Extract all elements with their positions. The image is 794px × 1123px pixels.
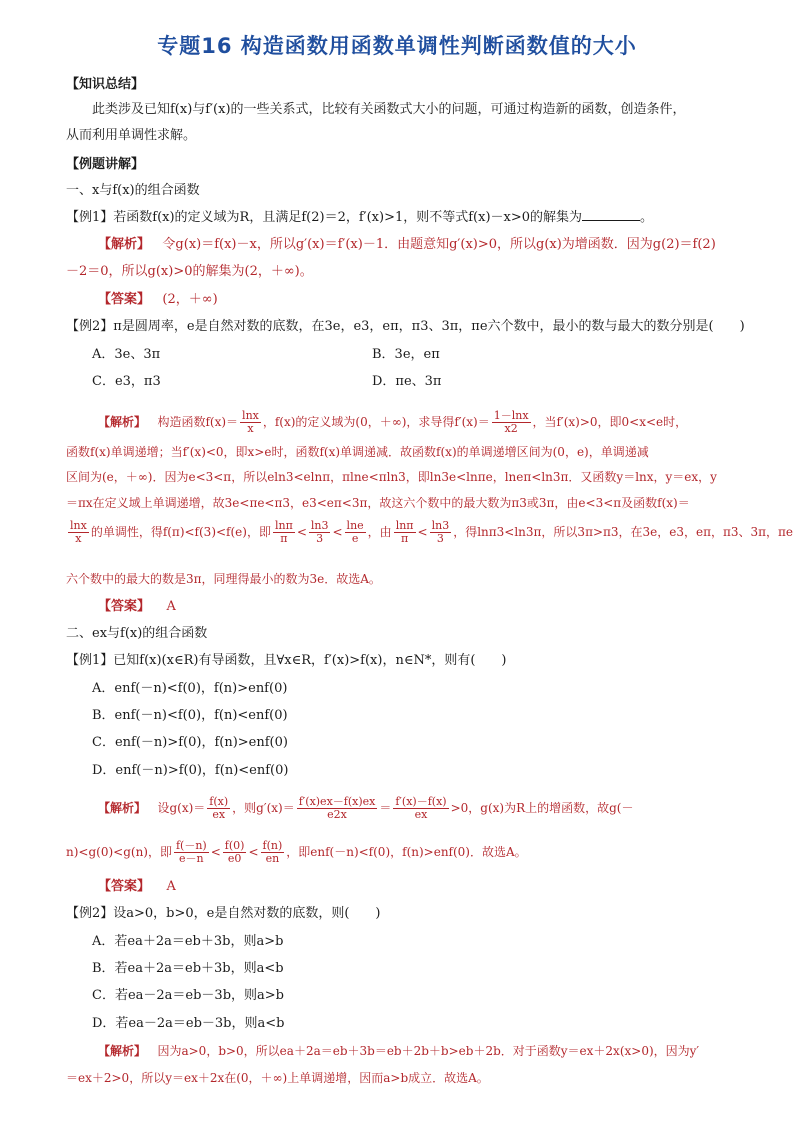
jiexi-label: 【解析】 (98, 237, 151, 252)
page-title: 专题16 构造函数用函数单调性判断函数值的大小 (157, 34, 637, 58)
numerator: lnπ (274, 519, 293, 532)
fraction (430, 520, 452, 545)
numerator: f(x) (209, 795, 229, 808)
s1-ex2-stem: 【例2】π是圆周率，e是自然对数的底数，在3e，e3，eπ，π3、3π，πe六个数中，最小的数与最大的数分别是( ) (66, 319, 745, 334)
s1-ex2-option-a: A．3e、3π (92, 347, 161, 362)
denominator: en (265, 852, 280, 865)
jiexi-text: ，即enf(－n)<f(0)，f(n)>enf(0)．故选A。 (286, 845, 527, 859)
jiexi-text: n)<g(0)<g(n)，即 (66, 845, 172, 859)
answer-label: 【答案】 (98, 599, 151, 614)
s2-ex2-stem: 【例2】设a>0，b>0，e是自然对数的底数，则( ) (66, 906, 381, 921)
s2-ex1-option-b: B．enf(－n)<f(0)，f(n)<enf(0) (92, 708, 288, 723)
numerator: ln3 (310, 519, 329, 532)
numerator: lnπ (395, 519, 414, 532)
s2-ex1-jiexi-line1: 【解析】 设g(x)＝ $\frac{f(x)}{ex}$ ，则g′(x)＝ $\frac{f'(x)ex-f(x)ex}{e2x}$ ＝ $\frac{f'(x)-f(x)}{ex}$ >0，g(x)为R上的增函数，故g(－ (98, 795, 634, 821)
answer-label: 【答案】 (98, 879, 151, 894)
denominator: e0 (227, 852, 242, 865)
s1-ex2-jiexi-line6: 六个数中的最大的数是3π，同理得最小的数为3e．故选A。 (66, 572, 381, 586)
s1-ex2-option-b: B．3e，eπ (372, 347, 440, 362)
jiexi-label: 【解析】 (98, 1044, 147, 1058)
jiexi-label: 【解析】 (98, 415, 147, 429)
numerator: lne (346, 519, 364, 532)
s2-ex2-jiexi-line2: ＝ex＋2>0，所以y＝ex＋2x在(0，＋∞)上单调递增，因而a>b成立．故选A。 (66, 1071, 489, 1085)
denominator: x (75, 532, 82, 545)
fraction (174, 840, 209, 865)
jiexi-text: ，则g′(x)＝ (232, 801, 295, 815)
section1-heading: 一、x与f(x)的组合函数 (66, 183, 200, 198)
section2-heading: 二、ex与f(x)的组合函数 (66, 626, 208, 641)
numerator: f(n) (262, 839, 283, 852)
s2-ex2-option-c: C．若ea－2a＝eb－3b，则a>b (92, 988, 284, 1003)
denominator: ex (414, 808, 428, 821)
jiexi-text: 构造函数f(x)＝ (157, 415, 239, 429)
denominator: ex (212, 808, 226, 821)
examples-heading: 【例题讲解】 (66, 157, 145, 172)
denominator: 3 (316, 532, 324, 545)
numerator: f(－n) (175, 839, 207, 852)
jiexi-text: ，得lnπ3<ln3π，所以3π>π3，在3e，e3，eπ，π3、3π，πe (453, 525, 794, 539)
fraction (394, 520, 416, 545)
jiexi-text: ，当f′(x)>0，即0<x<e时， (532, 415, 688, 429)
summary-text-line1: 此类涉及已知f(x)与f′(x)的一些关系式，比较有关函数式大小的问题，可通过构造新的函数，创造条件， (92, 102, 686, 117)
numerator: lnx (242, 409, 259, 422)
jiexi-text: ，f(x)的定义域为(0，＋∞)，求导得f′(x)＝ (262, 415, 490, 429)
jiexi-text: 因为a>0，b>0，所以ea＋2a＝eb＋3b＝eb＋2b＋b>eb＋2b．对于函数y＝ex＋2x(x>0)，因为y′ (157, 1044, 700, 1058)
numerator: f′(x)－f(x) (395, 795, 447, 808)
fraction (68, 520, 89, 545)
s1-ex2-jiexi-line1 (98, 410, 687, 435)
s1-ex1-jiexi-line2: －2＝0，所以g(x)>0的解集为(2，＋∞)。 (66, 264, 313, 279)
s1-ex2-option-d: D．πe、3π (372, 374, 442, 389)
numerator: f′(x)ex－f(x)ex (298, 795, 376, 808)
denominator: π (280, 532, 288, 545)
denominator: x2 (504, 422, 518, 435)
answer-value: (2，＋∞) (162, 292, 218, 307)
summary-heading: 【知识总结】 (66, 77, 145, 92)
numerator: lnx (70, 519, 87, 532)
s2-ex1-option-a: A．enf(－n)<f(0)，f(n)>enf(0) (92, 681, 288, 696)
s1-ex2-jiexi-line5: $\frac{\ln x}{x}$ 的单调性，得f(π)<f(3)<f(e)，即 $\frac{\ln\pi}{\pi}$ < $\frac{\ln 3}{3}$ < $\frac{\ln e}{e}$ ，由 $\frac{\ln\pi}{\pi}$ < $\frac{\ln 3}{3}$ ，得lnπ3<ln3π，所以3π>π3，在3e，e3，eπ，π3、3π，πe (70, 519, 794, 545)
fraction (261, 840, 285, 865)
s2-ex2-jiexi-line1 (98, 1042, 699, 1060)
s1-ex1-stem-text: 【例1】若函数f(x)的定义域为R，且满足f(2)＝2，f′(x)>1，则不等式f(x)－x>0的解集为 (66, 210, 583, 225)
jiexi-text: >0，g(x)为R上的增函数，故g(－ (450, 801, 634, 815)
s2-ex1-answer (98, 878, 176, 896)
s2-ex2-option-d: D．若ea－2a＝eb－3b，则a<b (92, 1016, 285, 1031)
jiexi-text: ，由 (367, 525, 392, 539)
s1-ex1-jiexi-line1 (98, 236, 716, 254)
s1-ex2-jiexi-line3: 区间为(e，＋∞)．因为e<3<π，所以eln3<elnπ，πlne<πln3，即ln3e<lnπe，lneπ<ln3π．又函数y＝lnx，y＝ex，y (66, 470, 717, 484)
fraction (297, 796, 378, 821)
denominator: 3 (436, 532, 444, 545)
denominator: e2x (327, 808, 347, 821)
jiexi-text: 的单调性，得f(π)<f(3)<f(e)，即 (90, 525, 271, 539)
fraction (492, 410, 531, 435)
denominator: e (351, 532, 359, 545)
s1-ex2-jiexi-line2: 函数f(x)单调递增；当f′(x)<0，即x>e时，函数f(x)单调递减．故函数f(x)的单调递增区间为(0，e)，单调递减 (66, 445, 649, 459)
s2-ex2-option-a: A．若ea＋2a＝eb＋3b，则a>b (92, 934, 284, 949)
answer-value: A (166, 879, 176, 894)
denominator: x (247, 422, 254, 435)
fraction (345, 520, 366, 545)
s2-ex2-option-b: B．若ea＋2a＝eb＋3b，则a<b (92, 961, 284, 976)
fraction (223, 840, 247, 865)
numerator: f(0) (224, 839, 245, 852)
s2-ex1-jiexi-line2: n)<g(0)<g(n)，即 $\frac{f(-n)}{e-n}$ < $\frac{f(0)}{e0}$ < $\frac{f(n)}{en}$ ，即enf(－n)<f(0)，f(n)>enf(0)．故选A。 (66, 839, 527, 865)
s2-ex1-option-c: C．enf(－n)>f(0)，f(n)>enf(0) (92, 735, 288, 750)
s1-ex1-stem-end: 。 (640, 210, 654, 225)
jiexi-text: 设g(x)＝ (157, 801, 206, 815)
answer-label: 【答案】 (98, 292, 151, 307)
numerator: ln3 (431, 519, 450, 532)
denominator: e－n (179, 852, 204, 865)
jiexi-label: 【解析】 (98, 801, 147, 815)
answer-blank (582, 208, 640, 221)
s1-ex1-stem (66, 208, 653, 227)
s1-ex2-jiexi-line4: ＝πx在定义域上单调递增，故3e<πe<π3，e3<eπ<3π，故这六个数中的最大数为π3或3π，由e<3<π及函数f(x)＝ (66, 496, 690, 510)
jiexi-text: 令g(x)＝f(x)－x，所以g′(x)＝f′(x)－1．由题意知g′(x)>0，所以g(x)为增函数．因为g(2)＝f(2) (162, 237, 716, 252)
s1-ex1-answer (98, 291, 218, 309)
summary-text-line2: 从而利用单调性求解。 (66, 128, 197, 143)
s1-ex2-option-c: C．e3，π3 (92, 374, 161, 389)
s2-ex1-option-d: D．enf(－n)>f(0)，f(n)<enf(0) (92, 763, 289, 778)
answer-value: A (166, 599, 176, 614)
s1-ex2-answer (98, 598, 176, 616)
s2-ex1-stem: 【例1】已知f(x)(x∈R)有导函数，且∀x∈R，f′(x)>f(x)，n∈N*，则有( ) (66, 653, 507, 668)
fraction (309, 520, 331, 545)
fraction (240, 410, 261, 435)
numerator: 1－lnx (493, 409, 529, 422)
denominator: π (400, 532, 409, 545)
fraction (207, 796, 230, 821)
fraction (273, 520, 295, 545)
fraction (393, 796, 448, 821)
